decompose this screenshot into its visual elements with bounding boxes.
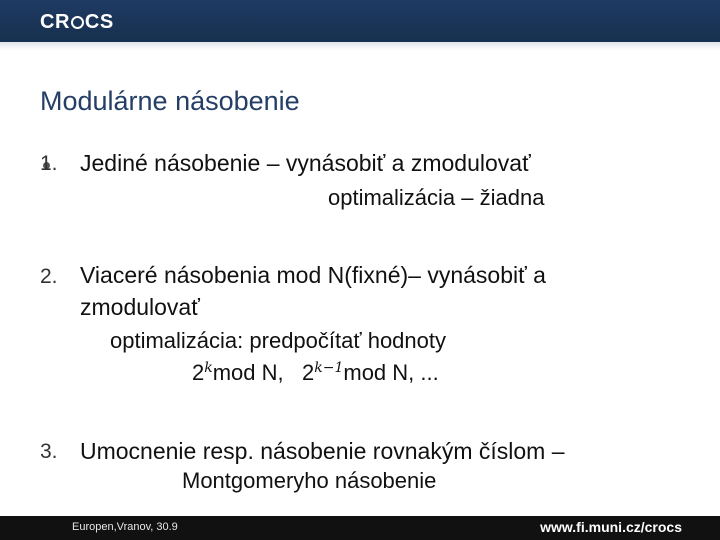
item3-cut-text: Montgomeryho násobenie bbox=[182, 468, 437, 493]
item1-sub: optimalizácia – žiadna bbox=[328, 185, 545, 210]
math-base2: 2 bbox=[302, 360, 315, 385]
math-mid1: mod N, bbox=[212, 360, 284, 385]
item1-number: 1. bbox=[40, 152, 58, 175]
math-mid2: mod N, ... bbox=[343, 360, 439, 385]
slide-title: Modulárne násobenie bbox=[40, 86, 300, 116]
item3-number: 3. bbox=[40, 440, 58, 463]
math-exp1: k bbox=[204, 360, 213, 376]
math-base1: 2 bbox=[192, 360, 205, 385]
item2-math bbox=[192, 360, 439, 386]
item1-text: Jediné násobenie – vynásobiť a zmodulovať bbox=[80, 150, 531, 176]
logo-part2: CS bbox=[84, 10, 114, 33]
math-exp2: k−1 bbox=[314, 360, 344, 376]
item2-number: 2. bbox=[40, 265, 58, 288]
footer-bar bbox=[0, 516, 720, 540]
logo-part1: CR bbox=[40, 10, 70, 33]
item2-sub: optimalizácia: predpočítať hodnoty bbox=[110, 328, 447, 353]
footer-url[interactable]: www.fi.muni.cz/crocs bbox=[540, 519, 682, 535]
item2-text2: zmodulovať bbox=[80, 294, 200, 320]
item2-text1: Viaceré násobenia mod N(fixné)– vynásobiť a bbox=[80, 262, 546, 288]
footer-left-text: Europen,Vranov, 30.9 bbox=[72, 521, 178, 533]
item3-text: Umocnenie resp. násobenie rovnakým číslom – bbox=[80, 438, 565, 464]
